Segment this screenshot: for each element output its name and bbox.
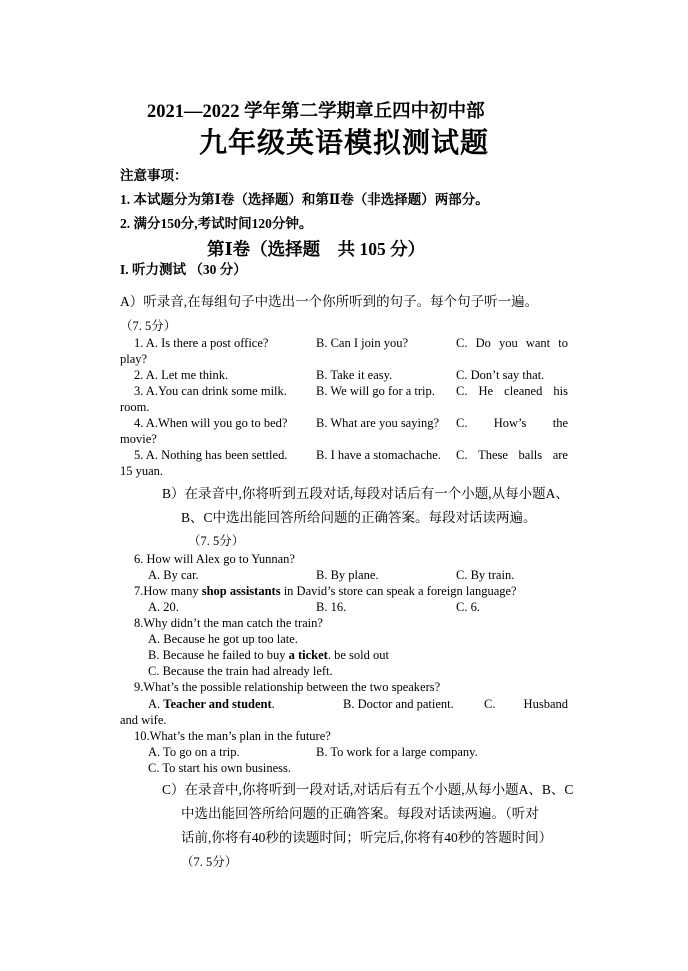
q6-option-b: B. By plane.: [316, 568, 379, 582]
q1-option-c: [456, 335, 568, 351]
q3-c-word: C.: [456, 384, 468, 398]
q9-wrap: and wife.: [120, 713, 167, 727]
note-1: 1. 本试题分为第Ⅰ卷（选择题）和第Ⅱ卷（非选择题）两部分。: [120, 192, 489, 207]
q5-c-word: are: [552, 448, 568, 462]
q7-stem: [134, 583, 517, 599]
section1-title: I. 听力测试 （30 分）: [120, 262, 247, 277]
q5-c-word: C.: [456, 448, 468, 462]
q8-option-a: A. Because he got up too late.: [148, 632, 298, 646]
q9-c-word: C.: [484, 697, 496, 711]
q8-b-post: . be sold out: [327, 648, 389, 662]
part1-title: 第Ⅰ卷（选择题 共 105 分）: [207, 239, 426, 259]
q4-c-word: How’s: [493, 416, 527, 430]
q4-c-word: the: [552, 416, 568, 430]
q9-option-b: B. Doctor and patient.: [343, 697, 454, 711]
partC-instructions-line3: 话前,你将有40秒的读题时间；听完后,你将有40秒的答题时间）: [181, 830, 553, 845]
q3-c-word: cleaned: [504, 384, 543, 398]
q9-a-post: .: [271, 697, 275, 711]
q3-c-word: He: [478, 384, 494, 398]
q5-option-a: 5. A. Nothing has been settled.: [134, 448, 288, 462]
note-2: 2. 满分150分,考试时间120分钟。: [120, 216, 313, 231]
q10-option-a: A. To go on a trip.: [148, 745, 240, 759]
exam-title: 九年级英语模拟测试题: [199, 128, 490, 159]
q7-stem-pre: 7.How many: [134, 584, 202, 598]
partB-instructions-line2: B、C中选出能回答所给问题的正确答案。每段对话读两遍。: [181, 510, 537, 525]
q9-c-word: Husband: [523, 697, 568, 711]
q6-option-a: A. By car.: [148, 568, 199, 582]
q8-b-bold: a ticket: [288, 648, 328, 662]
q6-stem: 6. How will Alex go to Yunnan?: [134, 552, 295, 566]
q7-option-c: C. 6.: [456, 600, 480, 614]
q5-c-word: balls: [518, 448, 543, 462]
q3-wrap: room.: [120, 400, 150, 414]
q10-stem: 10.What’s the man’s plan in the future?: [134, 729, 331, 743]
q8-option-c: C. Because the train had already left.: [148, 664, 333, 678]
q8-stem: 8.Why didn’t the man catch the train?: [134, 616, 323, 630]
q2-option-c: C. Don’t say that.: [456, 368, 545, 382]
partC-score: （7. 5分）: [181, 855, 238, 869]
q9-option-a: [148, 696, 275, 712]
q7-option-a: A. 20.: [148, 600, 179, 614]
q1-option-b: B. Can I join you?: [316, 336, 409, 350]
q4-wrap: movie?: [120, 432, 157, 446]
q9-a-bold: Teacher and student: [163, 697, 272, 711]
q8-option-b: [148, 647, 389, 663]
q9-option-c: [484, 696, 568, 712]
q1-c-word: to: [558, 336, 568, 350]
q5-option-b: B. I have a stomachache.: [316, 448, 441, 462]
q5-option-c: [456, 447, 568, 463]
q4-c-word: C.: [456, 416, 468, 430]
partA-instructions: A）听录音,在每组句子中选出一个你所听到的句子。每个句子听一遍。: [120, 294, 539, 309]
q2-option-b: B. Take it easy.: [316, 368, 393, 382]
q5-c-word: These: [478, 448, 508, 462]
q3-c-word: his: [553, 384, 568, 398]
q9-stem: 9.What’s the possible relationship between the two speakers?: [134, 680, 441, 694]
q10-option-c: C. To start his own business.: [148, 761, 291, 775]
q1-c-word: C.: [456, 336, 468, 350]
q1-c-word: Do: [475, 336, 491, 350]
q1-c-word: want: [525, 336, 551, 350]
q1-c-word: you: [498, 336, 518, 350]
q7-option-b: B. 16.: [316, 600, 347, 614]
partB-instructions-line1: B）在录音中,你将听到五段对话,每段对话后有一个小题,从每小题A、: [162, 486, 569, 501]
partC-instructions-line2: 中选出能回答所给问题的正确答案。每段对话读两遍。（听对: [181, 806, 539, 821]
q4-option-c: [456, 415, 568, 431]
q2-option-a: 2. A. Let me think.: [134, 368, 229, 382]
partC-instructions-line1: C）在录音中,你将听到一段对话,对话后有五个小题,从每小题A、B、C: [162, 782, 574, 797]
q7-stem-bold: shop assistants: [201, 584, 281, 598]
q6-option-c: C. By train.: [456, 568, 515, 582]
q1-wrap: play?: [120, 352, 148, 366]
partA-score: （7. 5分）: [120, 319, 177, 333]
q3-option-a: 3. A.You can drink some milk.: [134, 384, 287, 398]
partB-score: （7. 5分）: [188, 534, 245, 548]
notes-heading: 注意事项：: [120, 168, 188, 183]
q10-option-b: B. To work for a large company.: [316, 745, 478, 759]
q1-option-a: 1. A. Is there a post office?: [134, 336, 269, 350]
exam-subtitle: 2021—2022 学年第二学期章丘四中初中部: [147, 102, 485, 122]
q4-option-a: 4. A.When will you go to bed?: [134, 416, 288, 430]
q8-b-pre: B. Because he failed to buy: [148, 648, 289, 662]
q7-stem-post: in David’s store can speak a foreign language?: [280, 584, 517, 598]
q9-a-pre: A.: [148, 697, 164, 711]
q3-option-b: B. We will go for a trip.: [316, 384, 435, 398]
q5-wrap: 15 yuan.: [120, 464, 164, 478]
q3-option-c: [456, 383, 568, 399]
q4-option-b: B. What are you saying?: [316, 416, 439, 430]
